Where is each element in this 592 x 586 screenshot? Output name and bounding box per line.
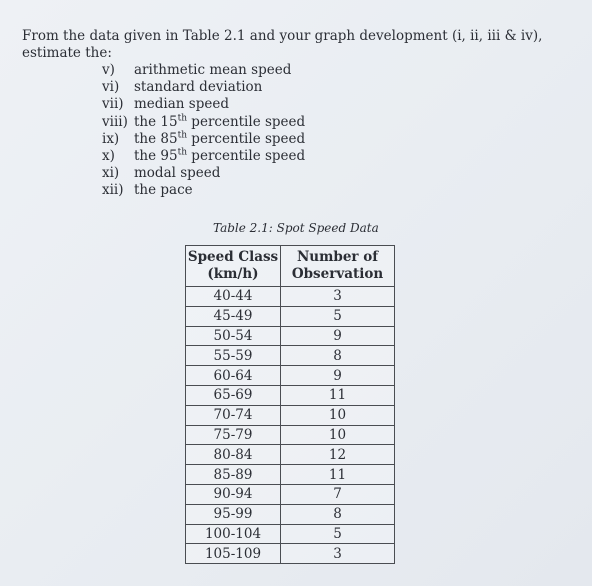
observation-cell: 10 (281, 405, 395, 425)
speed-class-cell: 40-44 (186, 287, 281, 307)
observation-cell: 11 (281, 465, 395, 485)
speed-class-cell: 55-59 (186, 346, 281, 366)
speed-class-cell: 90-94 (186, 484, 281, 504)
table-row (186, 306, 395, 326)
speed-class-cell: 45-49 (186, 306, 281, 326)
item-text-start: the 85 (134, 130, 178, 147)
table-row (186, 544, 395, 564)
observation-cell: 3 (281, 287, 395, 307)
list-item (102, 96, 305, 113)
item-text: median speed (134, 96, 229, 113)
question-list (102, 62, 305, 200)
list-item (102, 148, 305, 165)
table-row (186, 425, 395, 445)
list-item (102, 79, 305, 96)
speed-class-cell: 100-104 (186, 524, 281, 544)
table-row (186, 524, 395, 544)
item-text (134, 114, 305, 131)
spot-speed-table (185, 245, 395, 564)
observation-cell: 5 (281, 524, 395, 544)
item-text (134, 148, 305, 165)
list-item (102, 62, 305, 79)
table-row (186, 405, 395, 425)
item-text: arithmetic mean speed (134, 62, 292, 78)
observation-cell: 10 (281, 425, 395, 445)
item-text: standard deviation (134, 79, 263, 96)
speed-class-cell: 70-74 (186, 405, 281, 425)
speed-class-cell: 80-84 (186, 445, 281, 465)
speed-class-cell: 65-69 (186, 385, 281, 405)
observation-cell: 7 (281, 484, 395, 504)
ordinal-suffix: th (177, 113, 188, 124)
item-text: the pace (134, 182, 193, 199)
list-item (102, 165, 305, 182)
speed-class-cell: 50-54 (186, 326, 281, 346)
list-item (102, 114, 305, 131)
table-row (186, 287, 395, 307)
observation-cell: 3 (281, 544, 395, 564)
speed-class-cell: 75-79 (186, 425, 281, 445)
observation-cell: 5 (281, 306, 395, 326)
table-row (186, 366, 395, 386)
table-header-row (186, 246, 395, 287)
observation-cell: 12 (281, 445, 395, 465)
table-row (186, 445, 395, 465)
item-number: xii) (102, 182, 124, 199)
item-text-end: percentile speed (187, 130, 306, 147)
item-number: ix) (102, 130, 120, 147)
column-header-observations: Number of Observation (281, 246, 395, 287)
item-text-end: percentile speed (187, 148, 306, 165)
column-header-speed-class: Speed Class (km/h) (186, 246, 281, 287)
table-caption: Table 2.1: Spot Speed Data (213, 221, 379, 235)
ordinal-suffix: th (177, 147, 188, 158)
ordinal-suffix: th (177, 130, 188, 141)
observation-cell: 8 (281, 346, 395, 366)
item-text-start: the 15 (134, 113, 178, 130)
item-number: v) (102, 62, 115, 78)
speed-class-cell: 95-99 (186, 504, 281, 524)
item-text-end: percentile speed (187, 113, 306, 130)
table-row (186, 484, 395, 504)
item-number: x) (102, 148, 115, 165)
table-row (186, 465, 395, 485)
question-intro: From the data given in Table 2.1 and your graph development (i, ii, iii & iv), estimate the: (22, 28, 543, 61)
observation-cell: 9 (281, 366, 395, 386)
item-number: xi) (102, 165, 120, 182)
speed-class-cell: 60-64 (186, 366, 281, 386)
observation-cell: 8 (281, 504, 395, 524)
table-row (186, 346, 395, 366)
item-text-start: the 95 (134, 148, 178, 165)
item-text: modal speed (134, 165, 221, 182)
observation-cell: 9 (281, 326, 395, 346)
list-item (102, 182, 305, 199)
observation-cell: 11 (281, 385, 395, 405)
item-text (134, 131, 305, 148)
item-number: vii) (102, 96, 124, 113)
item-number: vi) (102, 79, 120, 96)
table-row (186, 504, 395, 524)
item-number: viii) (102, 113, 128, 130)
table-row (186, 385, 395, 405)
speed-class-cell: 85-89 (186, 465, 281, 485)
list-item (102, 131, 305, 148)
speed-class-cell: 105-109 (186, 544, 281, 564)
table-row (186, 326, 395, 346)
